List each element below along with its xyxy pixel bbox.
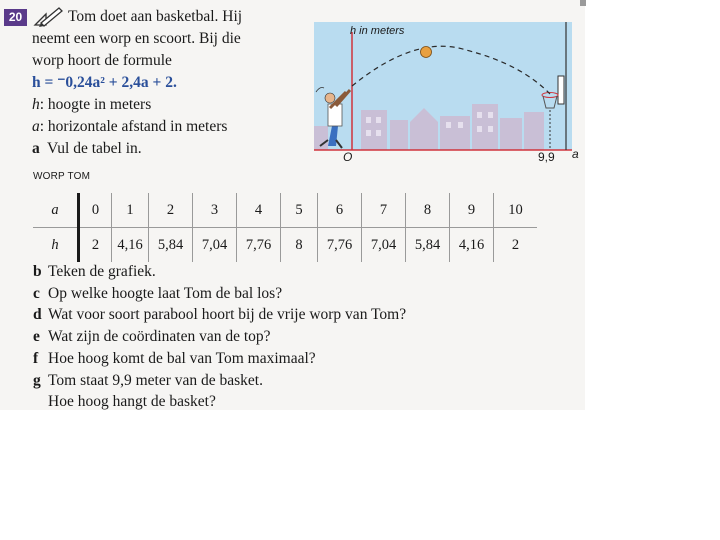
y-axis-label: h in meters bbox=[350, 25, 405, 37]
table-cell: 7 bbox=[362, 193, 406, 228]
table-cell: 2 bbox=[149, 193, 193, 228]
question-d bbox=[33, 304, 406, 326]
question-letter: b bbox=[33, 263, 42, 280]
question-f bbox=[33, 348, 406, 370]
table-cell: 8 bbox=[406, 193, 450, 228]
definition-symbol: a bbox=[32, 118, 40, 135]
question-letter: g bbox=[33, 371, 41, 389]
table-cell: 4 bbox=[237, 193, 281, 228]
exercise-intro bbox=[32, 6, 307, 160]
question-letter: f bbox=[33, 349, 39, 367]
row-label: a bbox=[33, 193, 79, 228]
table-cell: 2 bbox=[494, 228, 538, 263]
question-letter: c bbox=[33, 284, 40, 302]
question-e bbox=[33, 326, 406, 348]
table-cell: 8 bbox=[281, 228, 318, 263]
table-cell: 10 bbox=[494, 193, 538, 228]
basketball-illustration bbox=[306, 22, 582, 164]
row-label: h bbox=[33, 228, 79, 263]
table-cell: 7,04 bbox=[362, 228, 406, 263]
part-text: Vul de tabel in. bbox=[47, 140, 142, 157]
definition-symbol: h bbox=[32, 96, 40, 113]
exercise-number-badge: 20 bbox=[4, 9, 27, 26]
part-a bbox=[32, 138, 307, 160]
definition-text: : horizontale afstand in meters bbox=[39, 118, 228, 135]
table-cell: 6 bbox=[318, 193, 362, 228]
value-table bbox=[33, 193, 537, 262]
question-letter: e bbox=[33, 328, 40, 346]
question-text: Wat zijn de coördinaten van de top? bbox=[48, 328, 271, 346]
table-cell: 4,16 bbox=[450, 228, 494, 263]
definition-h bbox=[32, 94, 307, 116]
table-cell: 5 bbox=[281, 193, 318, 228]
table-cell: 5,84 bbox=[149, 228, 193, 263]
question-list bbox=[33, 261, 406, 413]
question-g-continuation: Hoe hoog hangt de basket? bbox=[48, 393, 216, 411]
table-title: WORP TOM bbox=[33, 171, 91, 182]
intro-line: Tom doet aan basketbal. Hij bbox=[68, 8, 243, 25]
table-cell: 5,84 bbox=[406, 228, 450, 263]
table-row-a bbox=[33, 193, 537, 228]
table-cell: 9 bbox=[450, 193, 494, 228]
definition-a bbox=[32, 116, 307, 138]
question-letter: d bbox=[33, 306, 42, 324]
table-cell: 3 bbox=[193, 193, 237, 228]
table-cell: 7,76 bbox=[318, 228, 362, 263]
table-cell: 1 bbox=[112, 193, 149, 228]
table-cell: 7,04 bbox=[193, 228, 237, 263]
question-text: Wat voor soort parabool hoort bij de vrije worp van Tom? bbox=[48, 306, 407, 324]
definition-text: : hoogte in meters bbox=[39, 96, 152, 113]
ball bbox=[421, 47, 432, 58]
x-value-label: 9,9 bbox=[538, 150, 555, 164]
table-cell: 7,76 bbox=[237, 228, 281, 263]
scroll-edge-marker bbox=[580, 0, 586, 6]
intro-line: worp hoort de formule bbox=[32, 52, 172, 69]
question-text: Teken de grafiek. bbox=[48, 263, 156, 280]
question-text: Op welke hoogte laat Tom de bal los? bbox=[48, 284, 283, 302]
question-text: Tom staat 9,9 meter van de basket. bbox=[48, 371, 263, 389]
question-c bbox=[33, 283, 406, 305]
x-axis-label: a bbox=[572, 147, 579, 161]
formula: h = ⁻0,24a² + 2,4a + 2. bbox=[32, 74, 177, 91]
question-g bbox=[33, 370, 406, 392]
table-cell: 4,16 bbox=[112, 228, 149, 263]
question-b bbox=[33, 261, 406, 283]
intro-line: neemt een worp en scoort. Bij die bbox=[32, 30, 241, 47]
origin-label: O bbox=[343, 150, 353, 164]
table-cell: 0 bbox=[79, 193, 112, 228]
part-letter: a bbox=[32, 140, 40, 157]
table-cell: 2 bbox=[79, 228, 112, 263]
table-row-h bbox=[33, 228, 537, 263]
question-text: Hoe hoog komt de bal van Tom maximaal? bbox=[48, 349, 316, 367]
